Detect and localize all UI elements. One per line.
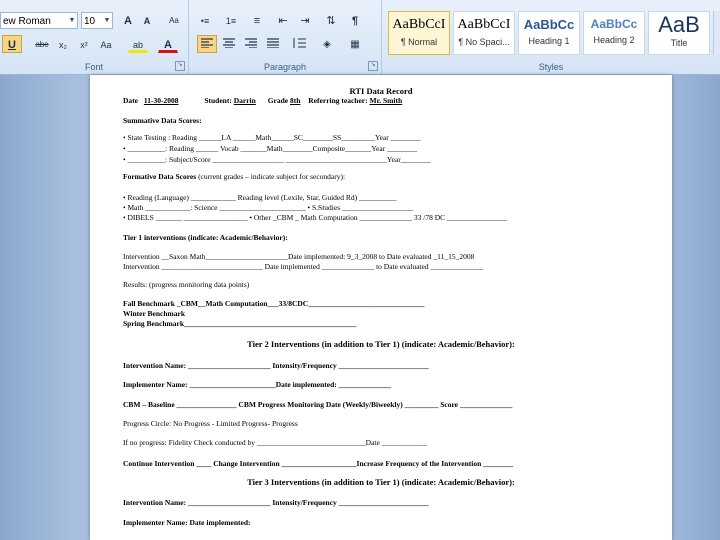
- document-canvas: [0, 75, 720, 540]
- font-group-label: Font: [84, 62, 103, 72]
- tier2-line: Progress Circle: No Progress - Limited Progress- Progress: [123, 419, 298, 428]
- ribbon: [0, 0, 720, 75]
- summative-line: • __________: Subject/Score ___________________ ___________________________Year________: [123, 155, 431, 164]
- change-case-button[interactable]: Aa: [100, 40, 112, 50]
- style-title[interactable]: [648, 11, 710, 55]
- increase-indent-button[interactable]: ⇥: [300, 15, 310, 27]
- formative-heading: Formative Data Scores: [123, 172, 197, 181]
- student-value: Darrin: [233, 96, 256, 105]
- borders-button[interactable]: ▦: [350, 39, 360, 50]
- align-center-icon: [223, 38, 235, 48]
- grade-value: 8th: [290, 96, 301, 105]
- superscript-button[interactable]: x²: [80, 40, 88, 50]
- align-left-button[interactable]: [197, 35, 217, 53]
- style-preview: AaB: [658, 12, 700, 37]
- align-right-button[interactable]: [241, 35, 261, 53]
- teacher-label: Referring teacher:: [308, 96, 368, 105]
- shrink-font-button[interactable]: A: [143, 16, 151, 26]
- style-preview: AaBbCcI: [392, 17, 446, 32]
- tier1-heading: Tier 1 interventions (indicate: Academic/Behavior):: [123, 233, 288, 242]
- formative-line: • Math ____________: Science _______________________ • S.Studies ___________________: [123, 203, 414, 212]
- tier2-line: Implementer Name: _______________________Date implemented: ______________: [123, 380, 392, 389]
- tier3-heading: Tier 3 Interventions (in addition to Tier 1) (indicate: Academic/Behavior):: [247, 477, 515, 487]
- font-group: [0, 0, 189, 74]
- benchmark-line: Winter Benchmark: [123, 309, 186, 318]
- align-left-icon: [201, 38, 213, 48]
- date-label: Date: [123, 96, 138, 105]
- teacher-value: Mr. Smith: [369, 96, 403, 105]
- formative-heading-line: [123, 172, 345, 181]
- benchmark-line: Spring Benchmark______________________________________________: [123, 319, 357, 328]
- grade-label: Grade: [267, 96, 289, 105]
- styles-group: [382, 0, 720, 74]
- paragraph-group: [189, 0, 382, 74]
- grow-font-button[interactable]: A: [124, 15, 132, 27]
- style-heading-1[interactable]: [518, 11, 580, 55]
- formative-note: (current grades – indicate subject for secondary):: [198, 172, 346, 181]
- decrease-indent-button[interactable]: ⇤: [278, 15, 288, 27]
- font-color-button[interactable]: A: [158, 35, 178, 53]
- summative-line: • __________: Reading ______ Vocab _______Math________Composite_______Year ________: [123, 144, 418, 153]
- underline-button[interactable]: U: [2, 35, 22, 53]
- subscript-button[interactable]: x₂: [59, 40, 67, 50]
- tier3-line: Implementer Name: Date implemented:: [123, 518, 251, 527]
- font-size-combo[interactable]: [81, 12, 113, 29]
- tier2-line: CBM – Baseline ________________ CBM Progress Monitoring Date (Weekly/Biweekly) _________ Score ______________: [123, 400, 513, 409]
- date-value: 11-30-2008: [143, 96, 179, 105]
- tier1-line: Intervention ___________________________ Date implemented ______________ to Date evaluated ______________: [123, 262, 483, 271]
- document-page[interactable]: [90, 75, 672, 540]
- summative-heading: Summative Data Scores:: [123, 116, 202, 125]
- style-no-spacing[interactable]: [453, 11, 515, 55]
- font-size-value: 10: [84, 16, 96, 27]
- styles-group-label: Styles: [538, 62, 564, 72]
- tier2-line: If no progress: Fidelity Check conducted by _____________________________Date ____________: [123, 438, 427, 447]
- multilevel-list-button[interactable]: ≡: [253, 15, 261, 27]
- align-center-button[interactable]: [219, 35, 239, 53]
- style-name: Heading 2: [593, 35, 635, 45]
- tier2-line: Intervention Name: ______________________ Intensity/Frequency ________________________: [123, 361, 429, 370]
- font-name-combo[interactable]: [0, 12, 78, 29]
- style-name: Title: [670, 38, 688, 48]
- tier2-heading: Tier 2 Interventions (in addition to Tier 1) (indicate: Academic/Behavior):: [247, 339, 515, 349]
- align-right-icon: [245, 38, 257, 48]
- style-name: Heading 1: [528, 36, 570, 46]
- results-line: Results: (progress monitoring data points): [123, 280, 250, 289]
- line-spacing-icon: [292, 38, 306, 48]
- style-preview: AaBbCc: [590, 17, 638, 31]
- paragraph-group-label: Paragraph: [263, 62, 307, 72]
- clear-format-button[interactable]: Aa: [169, 16, 179, 25]
- tier3-line: Intervention Name: ______________________ Intensity/Frequency ________________________: [123, 498, 429, 507]
- tier1-line: Intervention __Saxon Math______________________Date implemented: 9_3_2008 to Date evaluated _11_15_2008: [123, 252, 475, 261]
- student-label: Student:: [204, 96, 232, 105]
- dialog-launcher-icon[interactable]: ↘: [368, 61, 378, 71]
- style-name: ¶ No Spaci...: [458, 37, 510, 47]
- dialog-launcher-icon[interactable]: ↘: [175, 61, 185, 71]
- highlight-button[interactable]: ab: [128, 35, 148, 53]
- style-normal[interactable]: [388, 11, 450, 55]
- style-heading-2[interactable]: [583, 11, 645, 55]
- font-name-value: ew Roman: [3, 16, 51, 27]
- numbering-button[interactable]: 1≡: [225, 16, 237, 26]
- chevron-down-icon[interactable]: ▼: [68, 17, 76, 24]
- shading-button[interactable]: ◈: [323, 39, 331, 50]
- header-line: [123, 96, 402, 105]
- benchmark-line: Fall Benchmark _CBM__Math Computation___33/8CDC_______________________________: [123, 299, 425, 308]
- formative-line: • Reading (Language) ____________ Reading level (Lexile, Star, Guided Rd) __________: [123, 193, 397, 202]
- styles-scroll[interactable]: [713, 11, 720, 55]
- justify-icon: [267, 38, 279, 48]
- bullets-button[interactable]: •≡: [200, 16, 210, 26]
- strikethrough-button[interactable]: abe: [35, 40, 49, 49]
- justify-button[interactable]: [263, 35, 283, 53]
- line-spacing-button[interactable]: [289, 35, 309, 53]
- show-formatting-button[interactable]: ¶: [351, 15, 359, 27]
- chevron-down-icon[interactable]: ▼: [103, 17, 111, 24]
- tier2-line: Continue Intervention ____ Change Intervention ____________________Increase Frequency of the Intervention ________: [123, 459, 514, 468]
- sort-button[interactable]: ⇅: [326, 15, 336, 27]
- style-preview: AaBbCcI: [457, 17, 511, 32]
- formative-line: • DIBELS _______ _________________ • Other _CBM _ Math Computation ______________ 33 /78 DC ________________: [123, 213, 508, 222]
- doc-title: RTI Data Record: [349, 86, 413, 96]
- summative-line: • State Testing : Reading ______LA ______Math______SC________SS_________Year ________: [123, 133, 421, 142]
- style-name: ¶ Normal: [400, 37, 438, 47]
- style-preview: AaBbCc: [523, 17, 575, 32]
